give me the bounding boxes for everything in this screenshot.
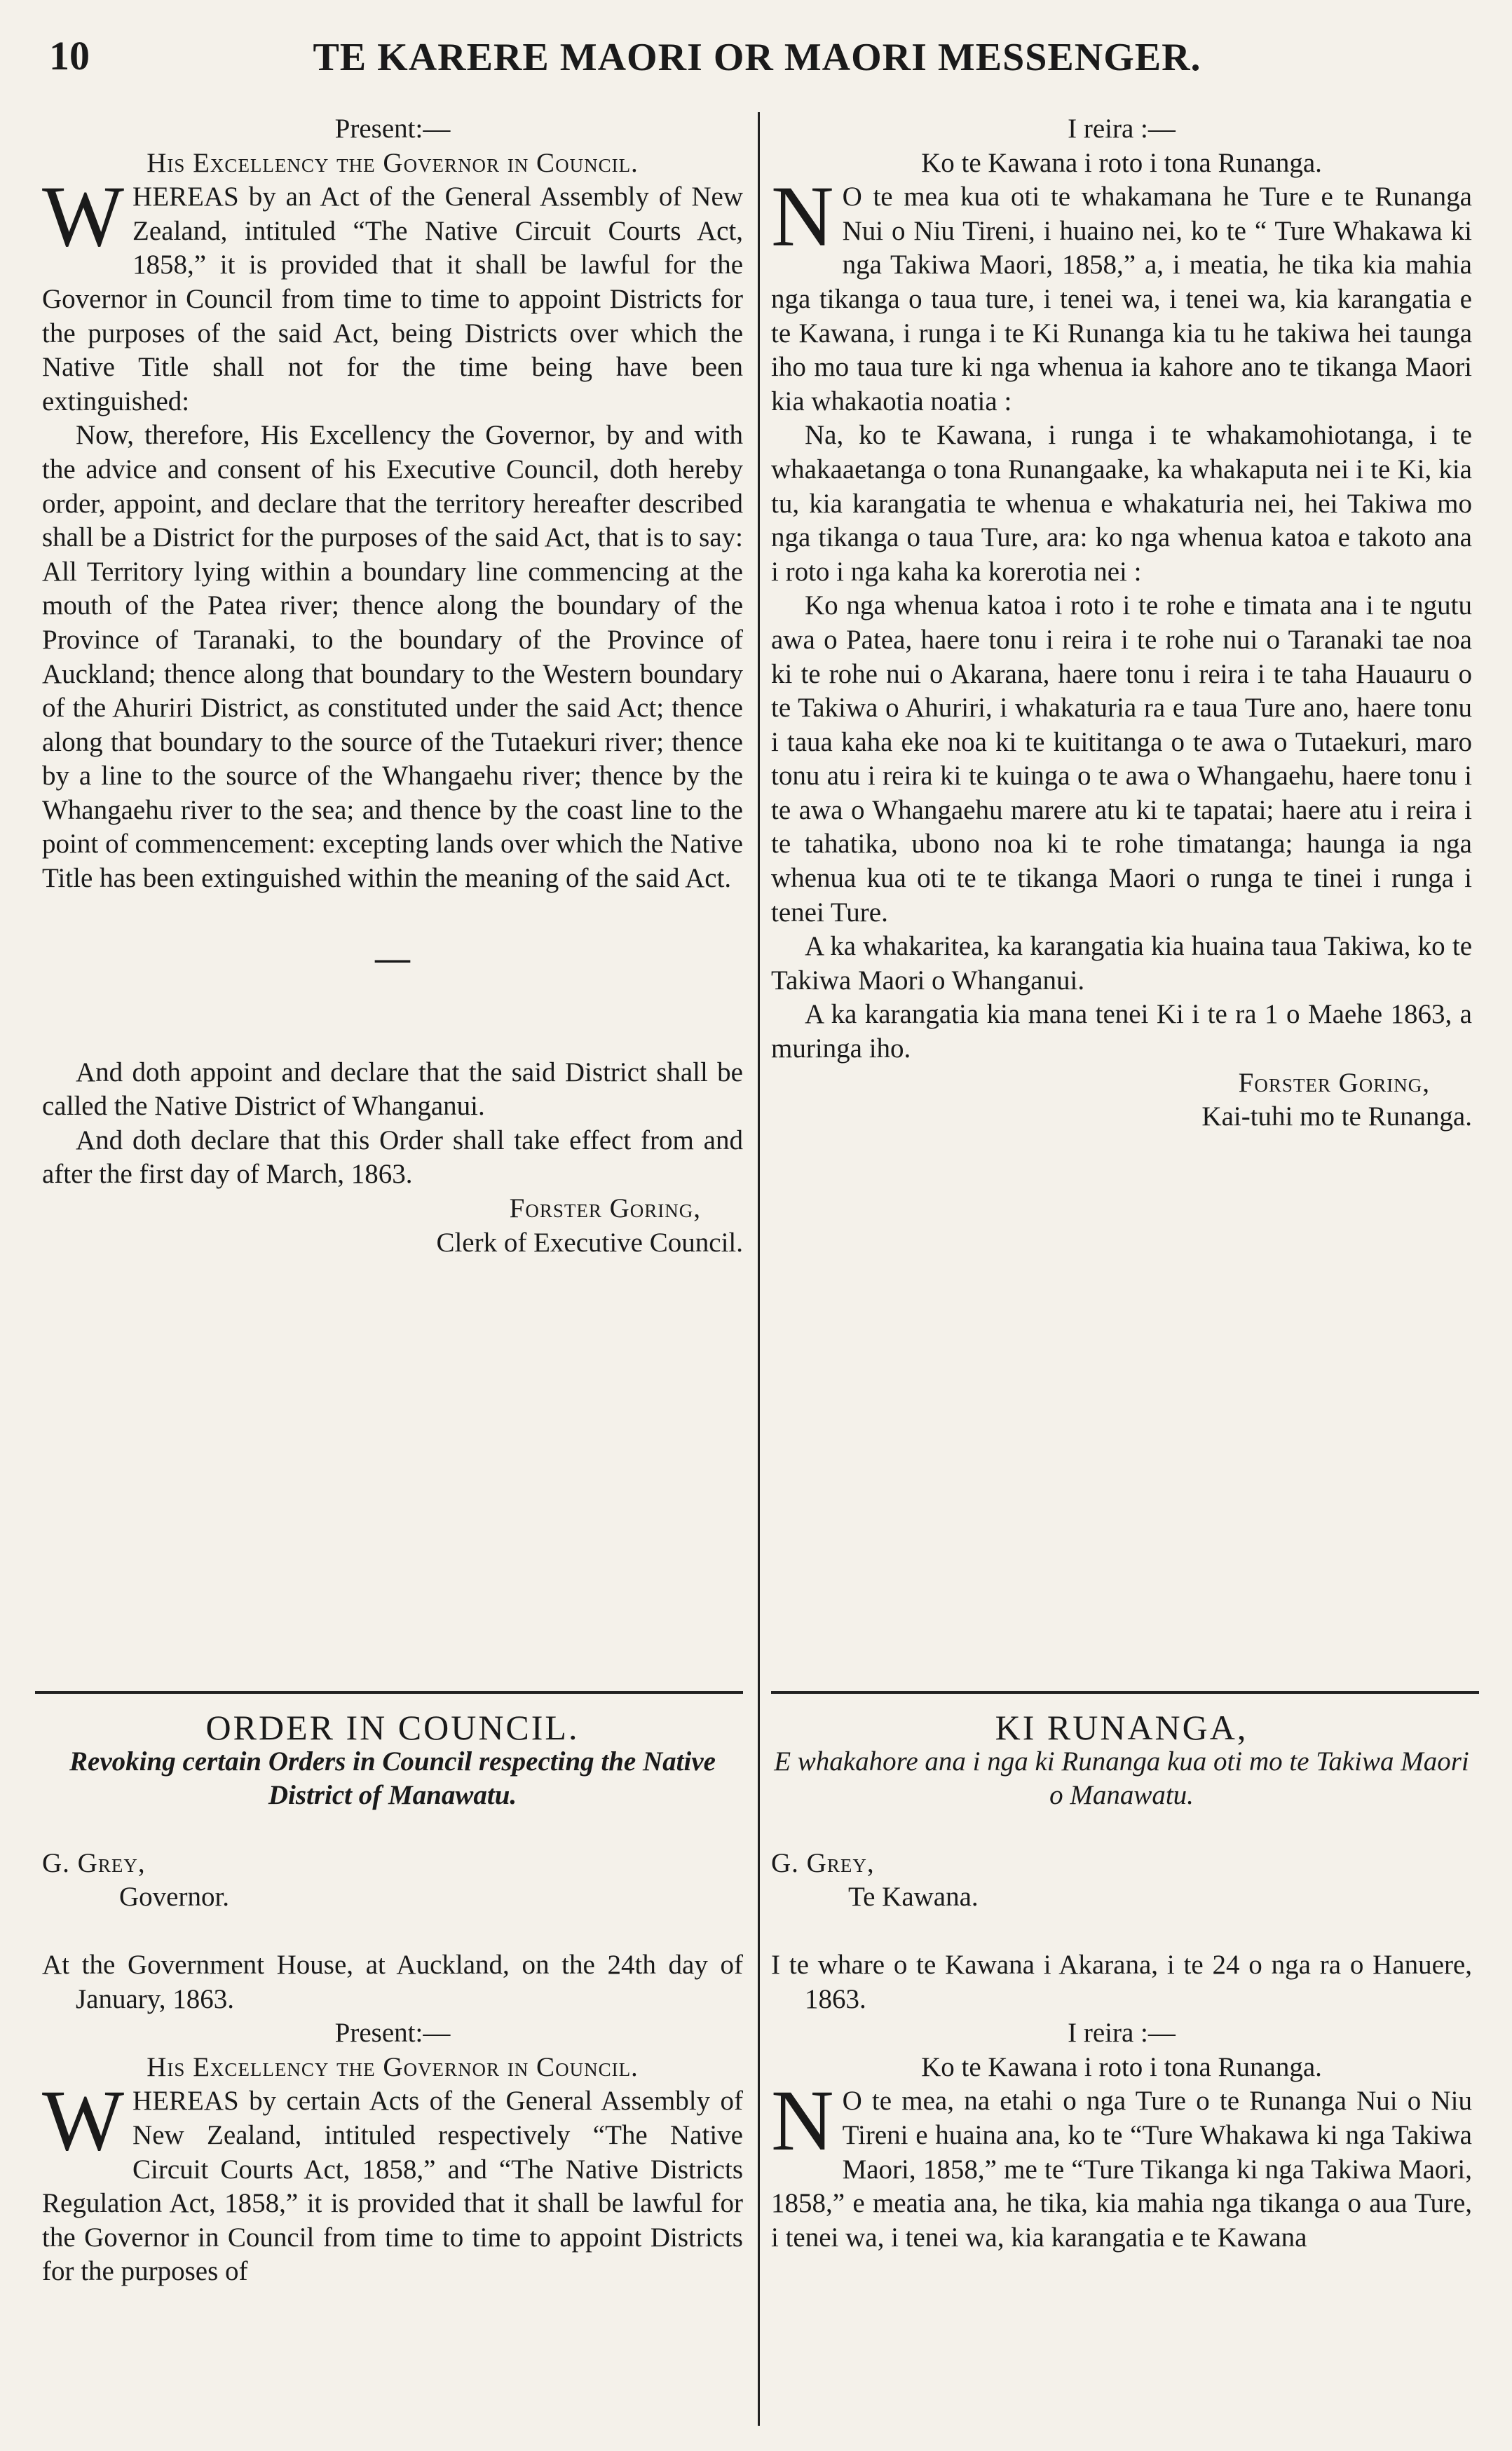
first-paragraph <box>771 168 1472 419</box>
drop-cap: N <box>771 2072 834 2169</box>
drop-cap: N <box>771 168 834 265</box>
maori-revoking-column <box>771 1708 1472 2255</box>
whereas-paragraph <box>42 168 743 419</box>
council-heading: Ko te Kawana i roto i tona Runanga. <box>921 2051 1322 2082</box>
separator-dash: — <box>375 937 410 977</box>
first-text: O te mea kua oti te whakamana he Ture e te Runanga Nui o Niu Tireni, i huaino nei, ko te “ Ture Whakawa ki nga Takiwa Maori, 1858,” a, i meatia, he tika kia mahia nga tikanga o taua ture, i tenei wa, i tenei wa, kia karangatia e te Kawana, i runga i te Ki Runanga kia tu he takiwa hei taunga iho mo taua ture ki nga whenua ia kahore ano te tikanga Maori kia whakaotia noatia : <box>771 182 1472 416</box>
location-line: At the Government House, at Auckland, on the 24th day of January, 1863. <box>42 1949 743 2014</box>
council-heading: His Excellency the Governor in Council. <box>147 2051 639 2082</box>
signer-name: Forster Goring, <box>1238 1067 1430 1098</box>
drop-cap: W <box>42 2072 125 2169</box>
whereas-paragraph <box>42 2072 743 2289</box>
section-title: KI RUNANGA, <box>995 1708 1248 1747</box>
effect-paragraph: And doth declare that this Order shall take effect from and after the first day of March, 1863. <box>42 1125 743 1190</box>
governor-title: Te Kawana. <box>848 1882 979 1913</box>
present-heading: Present:— <box>334 114 451 144</box>
drop-cap: W <box>42 168 125 265</box>
signer-title: Clerk of Executive Council. <box>436 1227 743 1258</box>
present-heading: Present:— <box>334 2018 451 2049</box>
section-subtitle: Revoking certain Orders in Council respecting the Native District of Manawatu. <box>69 1746 716 1811</box>
governor-name: G. Grey, <box>42 1847 146 1878</box>
first-paragraph <box>771 2072 1472 2255</box>
present-heading: I reira :— <box>1068 2018 1176 2049</box>
maori-order-column <box>771 112 1472 1134</box>
governor-name: G. Grey, <box>771 1847 875 1878</box>
signer-title: Kai-tuhi mo te Runanga. <box>1201 1101 1472 1132</box>
signer-name: Forster Goring, <box>509 1193 701 1224</box>
english-order-column <box>42 112 743 1260</box>
whereas-text: HEREAS by certain Acts of the General Assembly of New Zealand, intituled respectively “The Native Circuit Courts Act, 1858,” and “The Native Districts Regulation Act, 1858,” it is provided that it shall be lawful for the Governor in Council from time to time to appoint Districts for the purposes of <box>42 2086 743 2287</box>
section-subtitle: E whakahore ana i nga ki Runanga kua oti mo te Takiwa Maori o Manawatu. <box>774 1746 1469 1811</box>
now-therefore-paragraph: Now, therefore, His Excellency the Governor, by and with the advice and consent of his Executive Council, doth hereby order, appoint, and declare that the territory hereafter described shall be a District for the purposes of the said Act, that is to say: All Territory lying within a boundary line commencing at the mouth of the Patea river; thence along the boundary of the Province of Taranaki, to the boundary of the Province of Auckland; thence along that boundary to the Western boundary of the Ahuriri District, as constituted under the said Act; thence along that boundary to the source of the Tutaekuri river; thence by a line to the source of the Whangaehu river; thence by the Whangaehu river to the sea; and thence by the coast line to the point of commencement: excepting lands over which the Native Title has been extinguished within the meaning of the said Act. <box>42 420 743 894</box>
fifth-paragraph: A ka karangatia kia mana tenei Ki i te ra 1 o Maehe 1863, a muringa iho. <box>771 999 1472 1064</box>
third-paragraph: Ko nga whenua katoa i roto i te rohe e timata ana i te ngutu awa o Patea, haere tonu i reira i te rohe nui o Taranaki tae noa ki te rohe nui o Akarana, haere tonu i reira i te taha Hauauru o te Takiwa o Ahuriri, i whakaturia ra e taua Ture ano, haere tonu i taua kaha eke noa ki te kuititanga o te awa o Tutaekuri, maro tonu atu i reira ki te kuinga o te awa o Whangaehu, haere tonu i te awa o Whangaehu marere atu ki te tapatai; haere atu i reira i te tahatika, ubono noa ki te rohe timatanga; haunga ia nga whenua kua oti te te tikanga Maori o runga te tinei i runga i tenei Ture. <box>771 590 1472 928</box>
fourth-paragraph: A ka whakaritea, ka karangatia kia huaina taua Takiwa, ko te Takiwa Maori o Whanganui. <box>771 931 1472 996</box>
council-heading: His Excellency the Governor in Council. <box>147 147 639 178</box>
section-divider-left <box>35 1691 743 1694</box>
first-text: O te mea, na etahi o nga Ture o te Runanga Nui o Niu Tireni e huaina ana, ko te “Ture Whakawa ki nga Takiwa Maori, 1858,” me te “Ture Tikanga ki nga Takiwa Maori, 1858,” e meatia ana, he tika, kia mahia nga tikanga o aua Ture, i tenei wa, i tenei wa, kia karangatia e te Kawana <box>771 2086 1472 2253</box>
governor-title: Governor. <box>119 1882 230 1913</box>
section-title: ORDER IN COUNCIL. <box>205 1708 580 1747</box>
english-revoking-column <box>42 1708 743 2289</box>
page-number: 10 <box>49 33 90 79</box>
page-title: TE KARERE MAORI OR MAORI MESSENGER. <box>313 36 1201 79</box>
location-line: I te whare o te Kawana i Akarana, i te 24 o nga ra o Hanuere, 1863. <box>771 1949 1472 2014</box>
second-paragraph: Na, ko te Kawana, i runga i te whakamohiotanga, i te whakaaetanga o tona Runangaake, ka whakaputa nei i te Ki, kia tu, kia karangatia te whenua e whakaturia nei, hei Takiwa mo nga tikanga o taua Ture, ara: ko nga whenua katoa e takoto ana i roto i nga kaha ka korerotia nei : <box>771 420 1472 587</box>
council-heading: Ko te Kawana i roto i tona Runanga. <box>921 147 1322 178</box>
whereas-text: HEREAS by an Act of the General Assembly of New Zealand, intituled “The Native Circuit Courts Act, 1858,” it is provided that it shall be lawful for the Governor in Council from time to time to appoint Districts for the purposes of the said Act, being Districts over which the Native Title shall not for the time being have been extinguished: <box>42 182 743 416</box>
column-divider <box>758 112 760 2426</box>
page-header <box>42 28 1472 91</box>
section-divider-right <box>771 1691 1479 1694</box>
appoint-paragraph: And doth appoint and declare that the said District shall be called the Native District of Whanganui. <box>42 1057 743 1122</box>
present-heading: I reira :— <box>1068 114 1176 144</box>
